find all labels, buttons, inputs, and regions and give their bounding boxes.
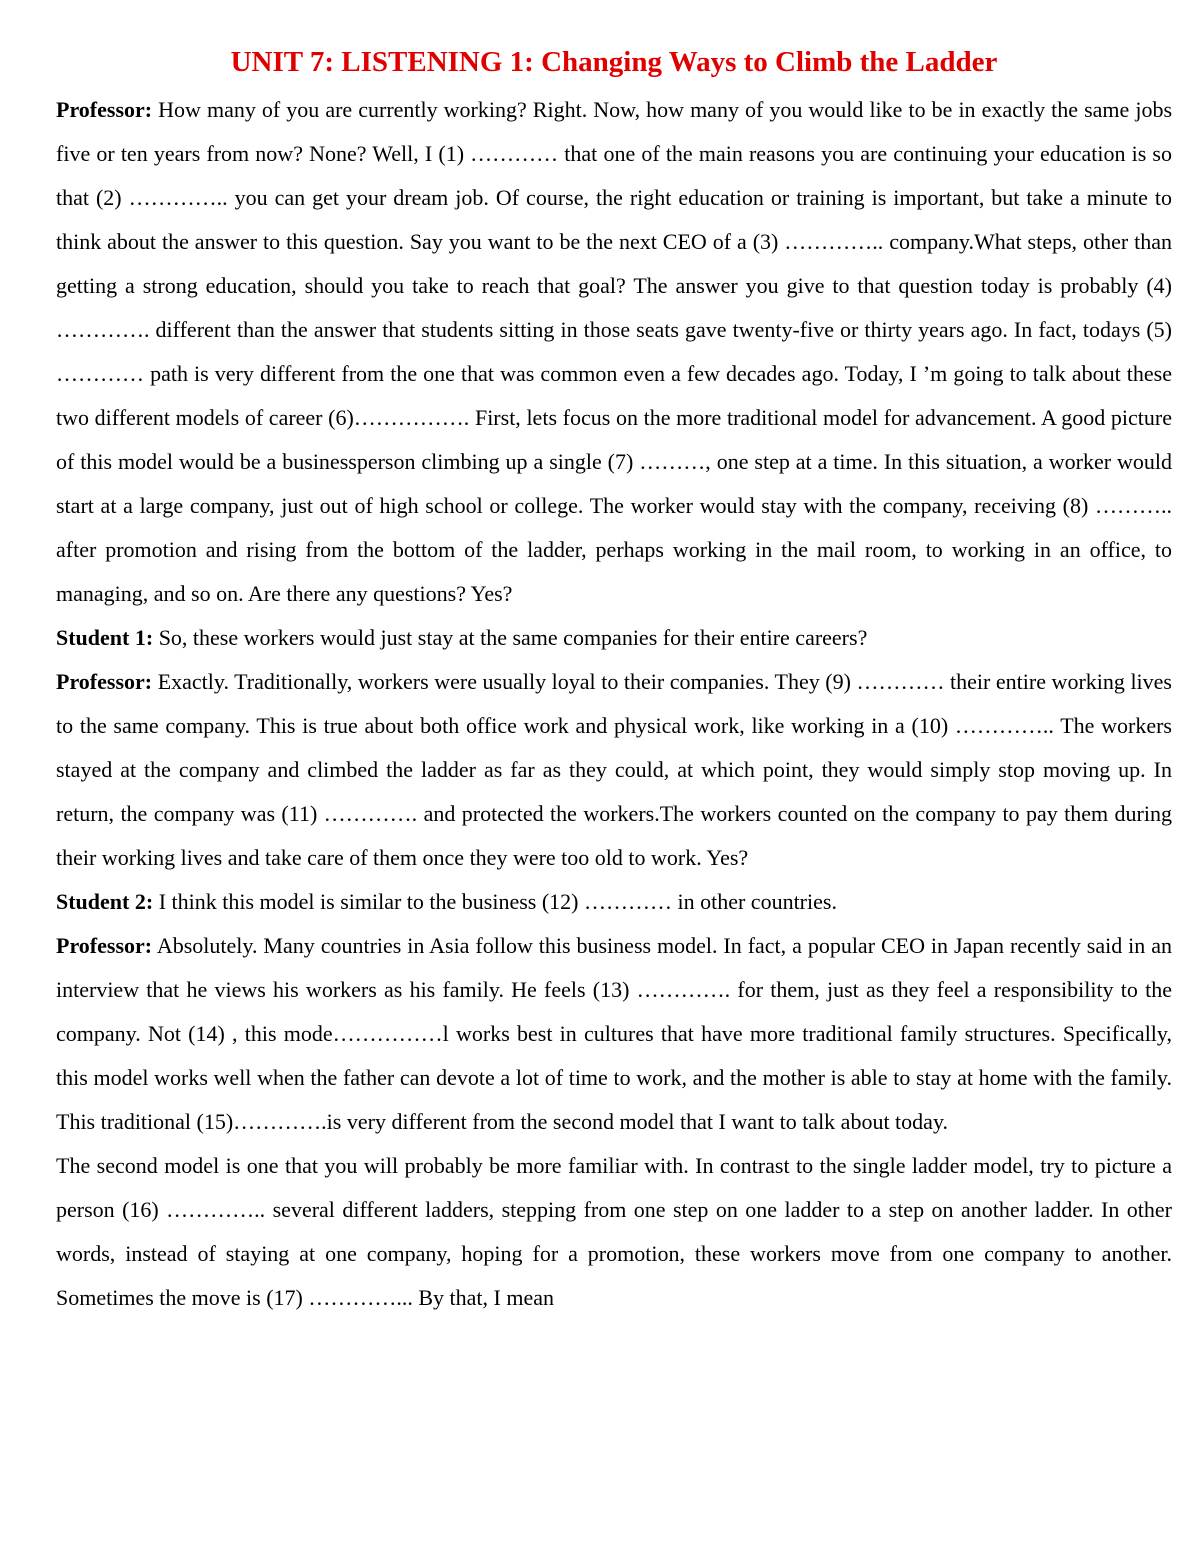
dialogue-text: How many of you are currently working? Right. Now, how many of you would like to be in exactly the same jobs five or ten years from now? None? Well, I (1) ………… that one of the main reasons you are continuing your education is so that (2) ………….. you can get your dream job. Of course, the right education or training is important, but take a minute to think about the answer to this question. Say you want to be the next CEO of a (3) ………….. company.What steps, other than getting a strong education, should you take to reach that goal? The answer you give to that question today is probably (4) …………. different than the answer that students sitting in those seats gave twenty-five or thirty years ago. In fact, todays (5) ………… path is very different from the one that was common even a few decades ago. Today, I ’m going to talk about these two different models of career (6)……………. First, lets focus on the more traditional model for advancement. A good picture of this model would be a businessperson climbing up a single (7) ………, one step at a time. In this situation, a worker would start at a large company, just out of high school or college. The worker would stay with the company, receiving (8) ……….. after promotion and rising from the bottom of the ladder, perhaps working in the mail room, to working in an office, to managing, and so on. Are there any questions? Yes? <box>56 97 1172 606</box>
dialogue-paragraph <box>56 88 1172 616</box>
page-title: UNIT 7: LISTENING 1: Changing Ways to Climb the Ladder <box>230 46 998 78</box>
dialogue-paragraph <box>56 880 1172 924</box>
dialogue-paragraph <box>56 660 1172 880</box>
speaker-label: Professor: <box>56 97 153 122</box>
dialogue-text: The second model is one that you will probably be more familiar with. In contrast to the single ladder model, try to picture a person (16) ………….. several different ladders, stepping from one step on one ladder to a step on another ladder. In other words, instead of staying at one company, hoping for a promotion, these workers move from one company to another. Sometimes the move is (17) …………... By that, I mean <box>56 1153 1172 1310</box>
document-page <box>56 40 1172 1320</box>
dialogue-paragraph <box>56 1144 1172 1320</box>
dialogue-paragraph <box>56 924 1172 1144</box>
dialogue-text: I think this model is similar to the business (12) ………… in other countries. <box>158 889 837 914</box>
dialogue-text: Absolutely. Many countries in Asia follow this business model. In fact, a popular CEO in Japan recently said in an interview that he views his workers as his family. He feels (13) …………. for them, just as they feel a responsibility to the company. Not (14) , this mode……………l works best in cultures that have more traditional family structures. Specifically, this model works well when the father can devote a lot of time to work, and the mother is able to stay at home with the family. This traditional (15)………….is very different from the second model that I want to talk about today. <box>56 933 1172 1134</box>
speaker-label: Professor: <box>56 669 153 694</box>
dialogue-paragraph <box>56 616 1172 660</box>
speaker-label: Student 1: <box>56 625 154 650</box>
speaker-label: Student 2: <box>56 889 154 914</box>
speaker-label: Professor: <box>56 933 153 958</box>
dialogue-text: Exactly. Traditionally, workers were usually loyal to their companies. They (9) ………… their entire working lives to the same company. This is true about both office work and physical work, like working in a (10) ………….. The workers stayed at the company and climbed the ladder as far as they could, at which point, they would simply stop moving up. In return, the company was (11) …………. and protected the workers.The workers counted on the company to pay them during their working lives and take care of them once they were too old to work. Yes? <box>56 669 1172 870</box>
dialogue-text: So, these workers would just stay at the same companies for their entire careers? <box>158 625 868 650</box>
